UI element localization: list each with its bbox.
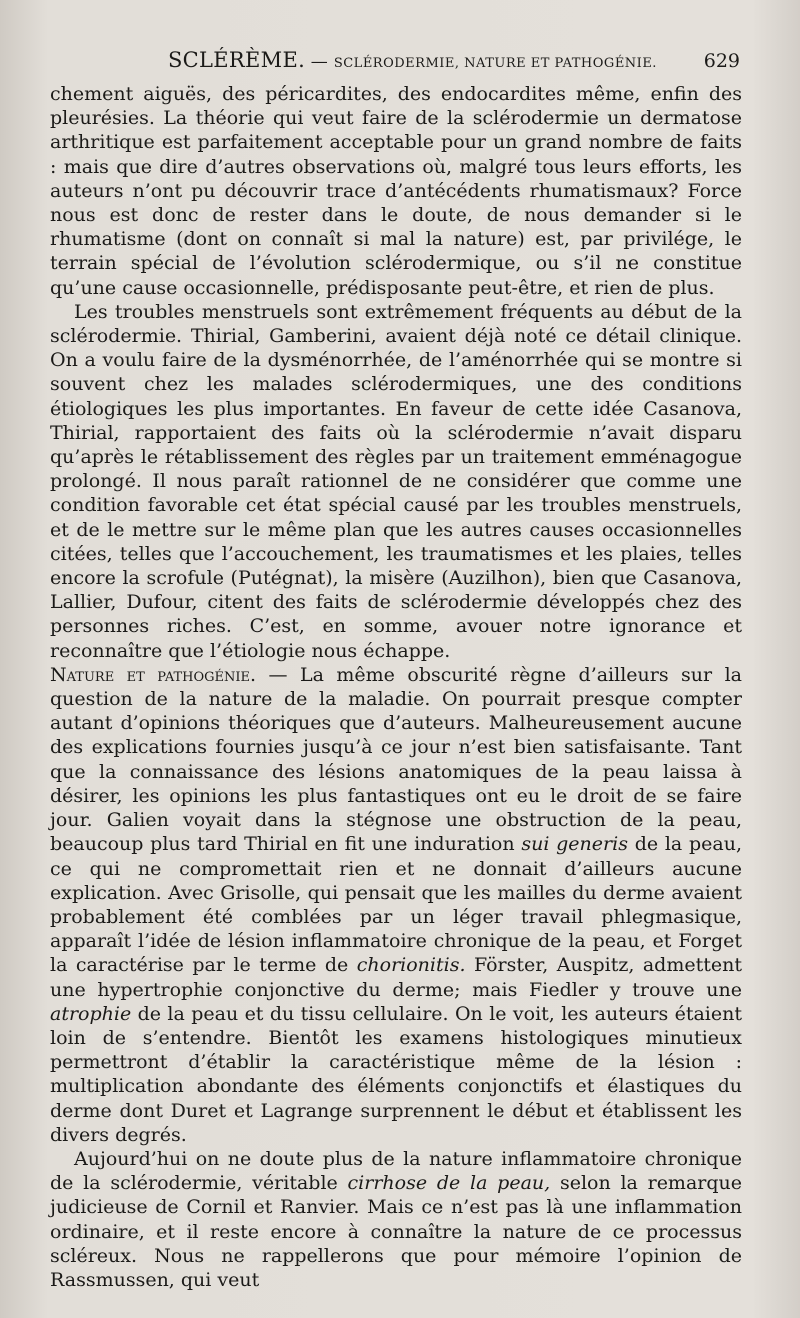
paragraph-4-text-a: Aujourd’hui on ne doute plus de la nature inflammatoire chronique de la sclérodermie, véritable bbox=[50, 1147, 742, 1195]
running-header bbox=[50, 40, 742, 80]
running-title-main: SCLÉRÈME. bbox=[168, 48, 306, 72]
paragraph-3-text-a: — La même obscurité règne d’ailleurs sur la question de la nature de la maladie. On pourrait presque compter autant d’opinions théoriques que d’auteurs. Malheureusement aucune des explications fournies jusqu’à ce jour n’est bien satisfaisante. Tant que la connaissance des lésions anatomiques de la peau laissa à désirer, les opinions les plus fantastiques ont eu le droit de se faire jour. Galien voyait dans la stégnose une obstruction de la peau, beaucoup plus tard Thirial en fit une induration bbox=[50, 663, 742, 856]
paragraph-3-text-c: Förster, Auspitz, admettent une hypertrophie conjonctive du derme; mais Fiedler y trouve une bbox=[50, 954, 742, 1001]
paragraph-3-text-d: de la peau et du tissu cellulaire. On le voit, les auteurs étaient loin de s’entendre. Bientôt les examens histologiques minutieux permettront d’établir la caractéristique même de la lésion : multiplication abondante des éléments conjonctifs et élastiques du derme dont Duret et Lagrange surprennent le début et établissent les divers degrés. bbox=[50, 1002, 742, 1146]
paragraph-3-italic-2: chorionitis. bbox=[356, 954, 466, 977]
running-title bbox=[50, 40, 657, 84]
page-number: 629 bbox=[703, 50, 740, 72]
paragraph-2: Les troubles menstruels sont extrêmement fréquents au début de la sclérodermie. Thirial, Gamberini, avaient déjà noté ce détail clinique. On a voulu faire de la dysménorrhée, de l’aménorrhée qui se montre si souvent chez les malades sclérodermiques, une des conditions étiologiques les plus importantes. En faveur de cette idée Casanova, Thirial, rapportaient des faits où la sclérodermie n’avait disparu qu’après le rétablissement des règles par un traitement emménagogue prolongé. Il nous paraît rationnel de ne considérer que comme une condition favorable cet état spécial causé par les troubles menstruels, et de le mettre sur le même plan que les autres causes occasionnelles citées, telles que l’accouchement, les traumatismes et les plaies, telles encore la scrofule (Putégnat), la misère (Auzilhon), bien que Casanova, Lallier, Dufour, citent des faits de sclérodermie développés chez des personnes riches. C’est, en somme, avouer notre ignorance et reconnaître que l’étiologie nous échappe. bbox=[50, 300, 742, 662]
running-title-sub: SCLÉRODERMIE, NATURE ET PATHOGÉNIE. bbox=[333, 56, 657, 71]
running-title-dash: — bbox=[310, 52, 329, 72]
paragraph-3 bbox=[50, 663, 742, 1147]
section-heading-nature-pathogenie: Nature et pathogénie. bbox=[50, 663, 257, 686]
paragraph-3-italic-3: atrophie bbox=[50, 1002, 132, 1025]
paragraph-4-italic-1: cirrhose de la peau, bbox=[347, 1172, 551, 1195]
body-text bbox=[50, 82, 742, 1292]
paragraph-3-italic-1: sui generis bbox=[521, 833, 628, 856]
paragraph-4-text-b: selon la remarque judicieuse de Cornil et Ranvier. Mais ce n’est pas là une inflammation ordinaire, et il reste encore à connaître la nature de ce processus scléreux. Nous ne rappellerons que pour mémoire l’opinion de Rassmussen, qui veut bbox=[50, 1172, 743, 1291]
paragraph-1: chement aiguës, des péricardites, des endocardites même, enfin des pleurésies. La théorie qui veut faire de la sclérodermie un dermatose arthritique est parfaitement acceptable pour un grand nombre de faits : mais que dire d’autres observations où, malgré tous leurs efforts, les auteurs n’ont pu découvrir trace d’antécédents rhumatismaux? Force nous est donc de rester dans le doute, de nous demander si le rhumatisme (dont on connaît si mal la nature) est, par privilége, le terrain spécial de l’évolution sclérodermique, ou s’il ne constitue qu’une cause occasionnelle, prédisposante peut-être, et rien de plus. bbox=[50, 83, 742, 299]
paragraph-3-text-b: de la peau, ce qui ne compromettait rien et ne donnait d’ailleurs aucune explication. Avec Grisolle, qui pensait que les mailles du derme avaient probablement été comblées par un léger travail phlegmasique, apparaît l’idée de lésion inflammatoire chronique de la peau, et Forget la caractérise par le terme de bbox=[50, 833, 742, 977]
paragraph-4 bbox=[50, 1147, 742, 1292]
